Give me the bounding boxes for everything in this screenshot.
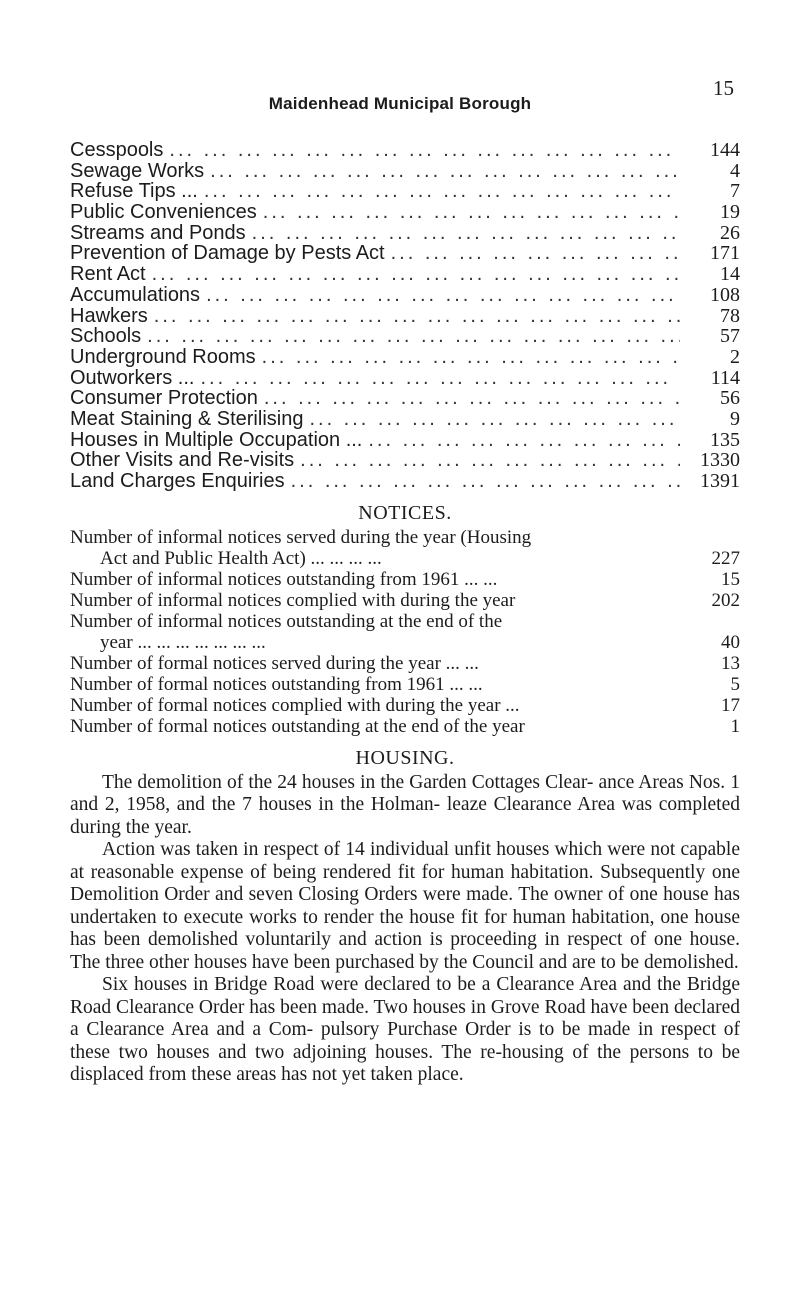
notice-count: 202 xyxy=(711,589,740,611)
leader-dots xyxy=(368,430,680,451)
visit-label: Public Conveniences xyxy=(70,201,257,224)
page-content xyxy=(70,140,740,1087)
visit-row xyxy=(70,161,740,182)
visit-label: Meat Staining & Sterilising xyxy=(70,407,304,430)
notices-heading: NOTICES. xyxy=(358,501,452,524)
visit-label: Sewage Works xyxy=(70,159,205,182)
notice-text-block xyxy=(70,527,680,569)
notice-text: Number of formal notices outstanding at the end of the year xyxy=(70,715,525,737)
leader-dots xyxy=(210,161,680,182)
visit-row xyxy=(70,202,740,223)
visit-row xyxy=(70,347,740,368)
notice-text: Number of informal notices complied with during the year xyxy=(70,589,516,611)
notice-text: Number of informal notices outstanding at the end of the xyxy=(70,610,503,632)
housing-heading: HOUSING. xyxy=(355,746,455,769)
page-number: 15 xyxy=(713,76,734,100)
visit-row xyxy=(70,368,740,389)
notice-row xyxy=(70,569,740,590)
leader-dots xyxy=(206,285,680,306)
visit-label: Consumer Protection xyxy=(70,387,258,410)
notice-row xyxy=(70,611,740,653)
visit-row xyxy=(70,223,740,244)
notice-text-block xyxy=(70,716,680,737)
visit-row xyxy=(70,285,740,306)
leader-dots xyxy=(309,409,680,430)
visit-row xyxy=(70,181,740,202)
visit-count: 108 xyxy=(710,283,740,306)
visit-label: Cesspools xyxy=(70,139,164,161)
notice-text-continued: year ... ... ... ... ... ... ... xyxy=(100,631,266,653)
visit-count: 9 xyxy=(730,407,740,430)
notice-row xyxy=(70,716,740,737)
notice-text-block xyxy=(70,611,680,653)
visit-label: Rent Act xyxy=(70,263,146,286)
leader-dots xyxy=(291,471,680,492)
notices-list xyxy=(70,527,740,737)
visit-label: Houses in Multiple Occupation ... xyxy=(70,428,363,451)
leader-dots xyxy=(169,140,680,161)
notice-count: 5 xyxy=(730,673,740,695)
leader-dots xyxy=(391,243,680,264)
notice-text: Number of informal notices served during the year (Housing xyxy=(70,526,532,548)
visit-label: Prevention of Damage by Pests Act xyxy=(70,242,385,265)
notice-count: 1 xyxy=(730,715,740,737)
visit-count: 26 xyxy=(720,221,740,244)
visit-row xyxy=(70,409,740,430)
leader-dots xyxy=(264,388,680,409)
visit-count: 144 xyxy=(710,139,740,161)
visit-label: Accumulations xyxy=(70,283,201,306)
visit-label: Other Visits and Re-visits xyxy=(70,449,295,472)
notice-text: Number of formal notices complied with during the year ... xyxy=(70,694,520,716)
notice-count: 227 xyxy=(711,547,740,569)
housing-paragraph: Action was taken in respect of 14 individual unfit houses which were not capable at reasonable expense of being rendered fit for human habitation. Subsequently one Demolition Order and seven Closing Orders were made. The owner of one house has undertaken to execute works to render the house fit for human habitation, one house has been demolished voluntarily and action is proceeding in respect of one house. The three other houses have been purchased by the Council and are to be demolished. xyxy=(70,839,740,973)
visit-label: Schools xyxy=(70,325,142,348)
notice-text-block xyxy=(70,590,680,611)
visit-count: 171 xyxy=(710,242,740,265)
visit-count: 57 xyxy=(720,325,740,348)
visit-label: Streams and Ponds xyxy=(70,221,246,244)
visit-row xyxy=(70,264,740,285)
notice-count: 13 xyxy=(721,652,740,674)
visit-count: 2 xyxy=(730,345,740,368)
leader-dots xyxy=(147,326,680,347)
visit-row xyxy=(70,140,740,161)
visit-count: 114 xyxy=(710,366,740,389)
running-head: Maidenhead Municipal Borough xyxy=(268,94,532,113)
visit-row xyxy=(70,388,740,409)
visits-table xyxy=(70,140,740,492)
leader-dots xyxy=(263,202,680,223)
visit-row xyxy=(70,306,740,327)
leader-dots xyxy=(154,306,680,327)
notice-count: 17 xyxy=(721,694,740,716)
visit-count: 7 xyxy=(730,180,740,203)
visit-count: 56 xyxy=(720,387,740,410)
visit-label: Land Charges Enquiries xyxy=(70,470,285,492)
notice-text: Number of formal notices outstanding from 1961 ... ... xyxy=(70,673,483,695)
visit-row xyxy=(70,326,740,347)
leader-dots xyxy=(200,368,680,389)
visit-row xyxy=(70,430,740,451)
notice-text-block xyxy=(70,674,680,695)
notice-row xyxy=(70,527,740,569)
notice-row xyxy=(70,674,740,695)
notice-text-block xyxy=(70,653,680,674)
notice-row xyxy=(70,695,740,716)
housing-paragraph: The demolition of the 24 houses in the Garden Cottages Clear- ance Areas Nos. 1 and 2, 1958, and the 7 houses in the Holman- leaze Clearance Area was completed during the year. xyxy=(70,771,740,838)
notice-row xyxy=(70,590,740,611)
notice-row xyxy=(70,653,740,674)
notice-count: 15 xyxy=(721,568,740,590)
leader-dots xyxy=(300,450,680,471)
visit-row xyxy=(70,471,740,492)
housing-paragraph: Six houses in Bridge Road were declared to be a Clearance Area and the Bridge Road Clearance Order has been made. Two houses in Grove Road have been declared a Clearance Area and a Com- pulsory Purchase Order is to be made in respect of these two houses and two adjoining houses. The re-housing of the persons to be displaced from these areas has not yet taken place. xyxy=(70,974,740,1086)
visit-count: 1330 xyxy=(700,449,740,472)
notice-text: Number of informal notices outstanding from 1961 ... ... xyxy=(70,568,498,590)
notice-text-block xyxy=(70,569,680,590)
housing-text xyxy=(70,772,740,1087)
visit-count: 1391 xyxy=(700,470,740,492)
leader-dots xyxy=(152,264,680,285)
notice-text: Number of formal notices served during the year ... ... xyxy=(70,652,479,674)
notice-text-block xyxy=(70,695,680,716)
visit-count: 14 xyxy=(720,263,740,286)
visit-count: 4 xyxy=(730,159,740,182)
notice-text-continued: Act and Public Health Act) ... ... ... ... xyxy=(100,547,382,569)
visit-row xyxy=(70,450,740,471)
visit-label: Refuse Tips ... xyxy=(70,180,198,203)
visit-label: Hawkers xyxy=(70,304,148,327)
leader-dots xyxy=(262,347,680,368)
visit-row xyxy=(70,243,740,264)
leader-dots xyxy=(204,181,680,202)
visit-label: Underground Rooms xyxy=(70,345,256,368)
visit-count: 135 xyxy=(710,428,740,451)
leader-dots xyxy=(252,223,680,244)
visit-count: 78 xyxy=(720,304,740,327)
notice-count: 40 xyxy=(721,631,740,653)
visit-count: 19 xyxy=(720,201,740,224)
visit-label: Outworkers ... xyxy=(70,366,195,389)
